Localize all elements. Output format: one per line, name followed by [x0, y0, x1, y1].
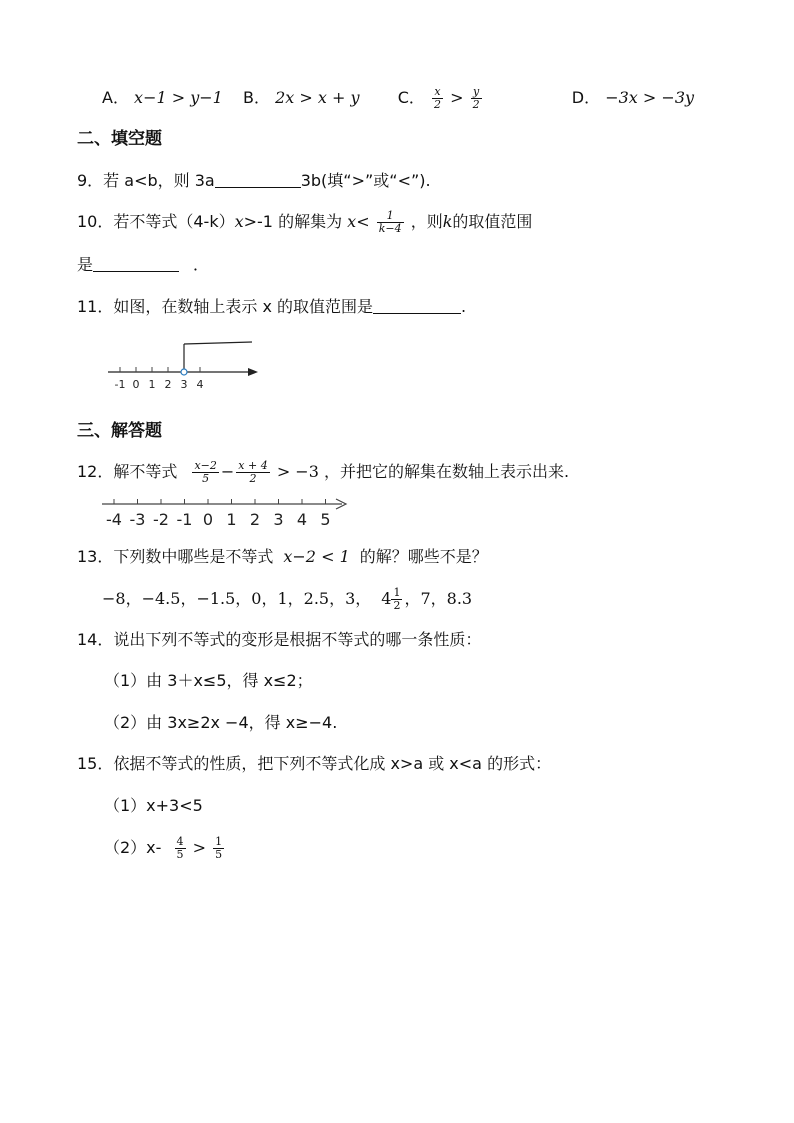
q9-answer-blank[interactable]	[215, 171, 301, 188]
q13-expr: x−2 < 1	[283, 547, 350, 566]
q15-fraction-1: $\frac{4}{5}$	[176, 835, 184, 861]
q15-gt: >	[192, 838, 207, 857]
q15-item2	[104, 836, 226, 861]
q15-item2-prefix: （2）x-	[104, 838, 162, 857]
option-b-label: B．	[243, 88, 271, 107]
q11-text: 11．如图，在数轴上表示 x 的取值范围是	[77, 297, 374, 316]
q14-item1: （1）由 3＋x≤5，得 x≤2；	[104, 671, 313, 690]
q10-fraction: $\frac{1}{k-4}$	[378, 209, 402, 235]
q12-axis-tick-label: 0	[202, 510, 214, 529]
q15-fraction-2: $\frac{1}{5}$	[215, 835, 223, 861]
q10-lt: <	[356, 212, 370, 231]
q12-axis-tick-label: 5	[320, 510, 331, 529]
q13-numbers	[102, 587, 472, 612]
option-d-expr: −3x > −3y	[605, 88, 695, 107]
option-d-label: D．	[571, 88, 601, 107]
q13	[77, 545, 488, 569]
q11-number-line-figure	[100, 336, 270, 396]
q10-line2	[77, 253, 209, 277]
q10-var-k: k	[442, 212, 453, 231]
q11-axis-tick-label: 2	[164, 378, 172, 391]
q15-item1: （1）x+3<5	[104, 796, 203, 815]
q12-axis-tick-label: 4	[296, 510, 308, 529]
q10-var-x: x	[234, 212, 244, 231]
q10-var-x2: x	[347, 212, 357, 231]
q12-prefix: 12．解不等式	[77, 462, 178, 481]
q11-axis-tick-label: 3	[180, 378, 188, 391]
q9-suffix: 3b(填“>”或“<”).	[300, 171, 431, 190]
q13-mixed-whole: 4	[381, 589, 392, 608]
option-c-gt: >	[450, 88, 464, 107]
q12-suffix: ，并把它的解集在数轴上表示出来.	[323, 462, 570, 481]
option-c-frac-right: $\frac{y}{2}$	[472, 85, 480, 111]
q11-axis-tick-label: 1	[148, 378, 156, 391]
q12-fraction-1: $\frac{x-2}{5}$	[194, 459, 217, 485]
q13-numbers-part1: −8，−4.5，−1.5，0，1，2.5，3，	[102, 589, 372, 608]
section2-title: 二、填空题	[77, 129, 162, 149]
q15-text: 15．依据不等式的性质，把下列不等式化成 x>a 或 x<a 的形式：	[77, 754, 552, 773]
q13-suffix: 的解？哪些不是？	[359, 547, 488, 566]
q9-prefix: 9．若 a<b，则 3a	[77, 171, 215, 190]
q10	[77, 210, 532, 235]
q11-axis-tick-label: 0	[132, 378, 140, 391]
q10-mid: >-1 的解集为	[243, 212, 343, 231]
q11-open-circle	[181, 369, 187, 375]
q12-axis-tick-label: -1	[176, 510, 193, 529]
q12-axis-tick-label: -4	[106, 510, 122, 529]
q10-line2-prefix: 是	[77, 255, 94, 274]
q11-range-horizontal	[184, 342, 252, 344]
q13-numbers-part2: ，7，8.3	[404, 589, 473, 608]
option-c-label: C．	[397, 88, 425, 107]
q11	[77, 295, 466, 319]
q10-prefix: 10．若不等式（4-k）	[77, 212, 235, 231]
q10-line2-suffix: ．	[193, 255, 210, 274]
q12-rhs: > −3	[276, 462, 319, 481]
option-c-frac-left: $\frac{x}{2}$	[434, 85, 442, 111]
q12-axis-tick-label: -2	[153, 510, 169, 529]
q11-axis-tick-label: -1	[114, 378, 126, 391]
q10-tail: 的取值范围	[452, 212, 533, 231]
q12-axis-tick-label: -3	[129, 510, 146, 529]
q9	[77, 169, 431, 193]
option-a-expr: x−1 > y−1	[134, 88, 223, 107]
q12-number-line-figure	[98, 494, 358, 530]
q11-axis-tick-label: 4	[196, 378, 204, 391]
q13-prefix: 13．下列数中哪些是不等式	[77, 547, 274, 566]
q12-axis-tick-label: 2	[249, 510, 261, 529]
q14-item2: （2）由 3x≥2x −4，得 x≥−4.	[104, 713, 338, 732]
q12-axis-tick-label: 3	[273, 510, 284, 529]
q10-after: ，则	[410, 212, 443, 231]
q14-text: 14．说出下列不等式的变形是根据不等式的哪一条性质：	[77, 630, 482, 649]
option-b-expr: 2x > x + y	[275, 88, 360, 107]
option-a-label: A．	[102, 88, 129, 107]
q13-mixed-fraction: $\frac{1}{2}$	[393, 586, 401, 612]
q10-answer-blank[interactable]	[93, 255, 179, 272]
q12	[77, 460, 569, 485]
q12-fraction-2: $\frac{x + 4}{2}$	[238, 459, 268, 485]
q12-minus: −	[220, 462, 235, 481]
q11-answer-blank[interactable]	[373, 297, 461, 314]
q8-options-row	[102, 86, 694, 111]
q12-axis-tick-label: 1	[226, 510, 237, 529]
q11-end: .	[461, 297, 467, 316]
section3-title: 三、解答题	[77, 421, 162, 441]
q11-axis-arrow	[248, 368, 258, 376]
